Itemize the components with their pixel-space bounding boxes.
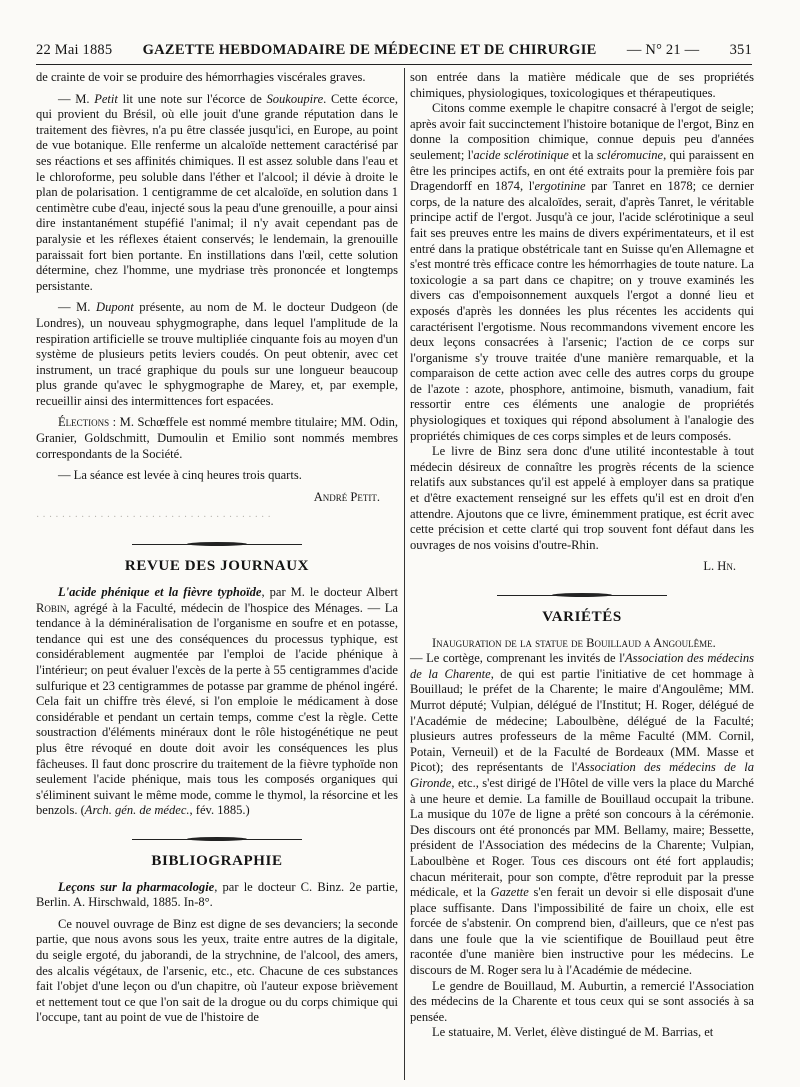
right-column xyxy=(410,70,754,1041)
text-segment: , par le docteur C. Binz. 2e partie, Berlin. A. Hirschwald, 1885. In-8°. xyxy=(36,879,398,910)
left-paragraph-continued: de crainte de voir se produire des hémorrhagies viscérales graves. xyxy=(36,70,366,84)
text-segment: par Tanret en 1878; ce dernier corps, de la nature des alcaloïdes, serait, d'après Tanret, le véritable principe actif de l'ergot. Jusqu'à ce jour, l'acide sclérotinique a seul fait ses preuves entre les mains de divers expérimentateurs, et il est entré dans la pratique obstétricale tant en Suisse qu'en Allemagne et s'est montré très efficace contre les hémorrhagies de toute nature. La toxicologie a sa part dans ce chapitre; on y trouve examinés les divers cas d'empoisonnement auxquels l'ergot a donné lieu et exposés d'après les données les plus récentes les accidents qui caractérisent l'ergotisme. Nous recommandons vivement encore les deux leçons consacrées à l'arsenic; l'action de ce corps sur l'organisme s'y trouve traitée d'une manière remarquable, et la comparaison de cette action avec celle des autres corps du groupe de l'azote : azote, phosphore, antimoine, bismuth, vanadium, fait ressortir entre ces éléments une analogie de propriétés physiologiques et toxiques qui répond absolument à l'analogie des propriétés chimiques de ces corps simples et de leurs composés. xyxy=(410,179,754,443)
signature-l-hn: L. Hn. xyxy=(703,559,736,574)
header-journal-title: GAZETTE HEBDOMADAIRE DE MÉDECINE ET DE CHIRURGIE xyxy=(142,41,597,58)
term-acide-sclerotinique: acide sclérotinique xyxy=(473,147,569,162)
text-segment: , etc., s'est dirigé de l'Hôtel de ville vers la place du Marché à une heure et demie. La famille de Bouillaud occupait la tribune. La musique du 107e de ligne a prêté son concours à la cérémonie. Des discours ont été prononcés par MM. Bellamy, maire; Bessette, président de l'Association des médecins de la Charente; Vulpian, Laboulbène et Roger. Tous ces discours ont été fort applaudis; chacun mériterait, pour son compte, d'être reproduit par la presse médicale, et la xyxy=(410,775,754,900)
page-header xyxy=(36,38,752,62)
section-ornament-rule xyxy=(132,837,302,842)
bouillaud-paragraph xyxy=(410,651,754,978)
text-segment: : M. Schœffele est nommé membre titulaire; MM. Odin, Granier, Goldschmitt, Dumoulin et Emilio sont nommés membres correspondants de la Société. xyxy=(36,415,398,461)
association-gironde: Association des médecins de la Gironde xyxy=(410,760,754,790)
text-segment: — Le cortège, comprenant les invités de l' xyxy=(410,651,625,666)
left-column xyxy=(36,70,398,1026)
elections-paragraph xyxy=(36,415,398,462)
verlet-paragraph: Le statuaire, M. Verlet, élève distingué de M. Barrias, et xyxy=(432,1025,714,1040)
header-date: 22 Mai 1885 xyxy=(36,41,113,58)
text-segment: , de qui est partie l'initiative de cet hommage à Bouillaud; le préfet de la Charente; le maire d'Angoulême; MM. Murrot député; Vulpian, délégué de l'Institut; H. Roger, délégué de l'Académie de médecine; Laboulbène, délégué de la Faculté; plusieurs autres professeurs de la même Faculté (MM. Cornil, Potain, Verneuil) et de la Faculté de Bordeaux (MM. Masse et Picot); des représentants de l' xyxy=(410,666,754,775)
text-segment: . Cette écorce, qui provient du Brésil, où elle jouit d'une grande réputation dans le traitement des fièvres, n'a pu être classée jusqu'ici, en Europe, au point de vue botanique. Elle renferme un alcaloïde nettement caractérisé par ses réactions et ses affinités chimiques. Il est assez soluble dans l'eau et le chloroforme, peu soluble dans l'éther et l'alcool; il dévie à droite le plan de polarisation. 1 centigramme de cet alcaloïde, en solution dans 1 centimètre cube d'eau, injecté sous la peau d'une grenouille, a pour ainsi dire instantanément stupéfié l'animal; il n'y avait cependant pas de paralysie et les réflexes étaient conservés; le lendemain, la grenouille paraissait fort bien portante. En instillations dans l'œil, cette solution détermine, chez l'homme, une mydriase très prononcée et longtemps persistante. xyxy=(36,91,398,293)
biblio-body: Ce nouvel ouvrage de Binz est digne de ses devanciers; la seconde partie, que nous avons sous les yeux, traite entre autres de la digitale, du seigle ergoté, du jaborandi, de la strychnine, de l'alcool, des amers, des alcalis végétaux, de l'arsenic, etc., etc. Chacune de ces substances fait l'objet d'une leçon ou d'un chapitre, où l'auteur expose brièvement et nettement tout ce que l'on sait de la drogue ou du corps chimique qui l'occupe, tant au point de vue de l'histoire de xyxy=(36,916,398,1025)
ergot-paragraph xyxy=(410,101,754,444)
revue-article-title: L'acide phénique et la fièvre typhoïde xyxy=(58,585,262,600)
gazette-name: Gazette xyxy=(490,885,529,900)
auburtin-paragraph: Le gendre de Bouillaud, M. Auburtin, a remercié l'Association des médecins de la Charente et tous ceux qui se sont associés à sa pensée. xyxy=(410,978,754,1024)
section-ornament-rule xyxy=(132,542,302,547)
text-segment: lit une note sur l'écorce de xyxy=(117,91,267,106)
revue-article xyxy=(36,585,398,819)
text-segment: , fév. 1885.) xyxy=(189,803,250,818)
seance-closing: — La séance est levée à cinq heures trois quarts. xyxy=(58,468,302,483)
text-segment: Citons comme exemple le chapitre consacré à l'ergot de seigle; après avoir fait succinctement l'histoire botanique de l'ergot, Binz en donne la composition chimique, connue depuis peu d'années seulement; l' xyxy=(410,101,754,162)
term-soukoupire: Soukoupire xyxy=(266,91,324,106)
bleed-through-text: · · · · · · · · · · · · · · · · · · · · · · · · · · · · · · · · · · · · · xyxy=(36,512,272,524)
revue-section-title: REVUE DES JOURNAUX xyxy=(124,558,310,575)
header-page-number: 351 xyxy=(729,41,752,58)
bibliographie-section-title: BIBLIOGRAPHIE xyxy=(151,852,283,869)
text-segment: s'en ferait un devoir si elle disposait d'une place suffisante. Dans l'impossibilité de faire un choix, elle est forcée de s'abstenir. On comprend bien, d'ailleurs, que ce n'est pas dans une foule que la vie scientifique de Bouillaud peut être racontée d'une manière bien instructive pour les médecins. Le discours de M. Roger sera lu à l'Académie de médecine. xyxy=(410,885,754,978)
column-divider xyxy=(404,68,405,1080)
association-charente: Association des médecins de la Charente xyxy=(410,651,755,681)
dash-prefix: — M. xyxy=(58,300,97,315)
text-segment: , agrégé à la Faculté, médecin de l'hospice des Ménages. — La tendance à la déminéralisation de l'organisme en soufre et en potasse, tendance qui est une des conséquences du processus typhique, est considérablement augmentée par l'emploi de l'acide phénique à l'intérieur; on peut évaluer l'excès de la perte à 55 centigrammes d'acide sulfurique et 23 centigrammes de potasse par gramme de phénol ingéré. Cela fait un chiffre très élevé, si l'on emploie le médicament à dose considérable et pendant un certain temps, comme c'est la règle. Cette soustraction d'éléments minéraux dont le rôle histogénétique ne peut plus être révoqué en doute doit avoir les conséquences les plus fâcheuses. Il faut donc proscrire du traitement de la fièvre typhoïde non seulement l'acide phénique, mais tous les composés organiques qui s'éliminent suivant le même mode, comme le thymol, la résorcine et les benzols. ( xyxy=(36,600,398,818)
dupont-paragraph xyxy=(36,300,398,409)
dash-prefix: — M. xyxy=(58,91,95,106)
petit-note-paragraph xyxy=(36,92,398,295)
author-name-dupont: Dupont xyxy=(96,300,134,315)
elections-label: Élections xyxy=(58,415,110,430)
right-paragraph-continued: son entrée dans la matière médicale que de ses propriétés chimiques, physiologiques, toxicologiques et thérapeutiques. xyxy=(410,70,754,100)
term-scleromucine: scléromucine xyxy=(596,147,664,162)
header-issue: — N° 21 — xyxy=(626,41,700,58)
text-segment: et la xyxy=(568,147,597,162)
term-ergotinine: ergotinine xyxy=(534,179,586,194)
section-ornament-rule xyxy=(497,593,667,598)
text-segment: présente, au nom de M. le docteur Dudgeon (de Londres), un nouveau sphygmographe, dans lequel l'amplitude de la respiration artificielle se trouve multipliée cinquante fois au moyen d'un système de plusieurs petits leviers coudés. On peut obtenir, avec cet instrument, un tracé graphique du pouls sur une longueur beaucoup plus grande qu'avec le sphygmographe de Marey, et, par exemple, recueillir ainsi des intermittences fort espacées. xyxy=(36,300,398,408)
author-name-petit: Petit xyxy=(94,91,118,106)
text-segment: , qui paraissent en être les principes actifs, en ont été extraits pour la première fois par Dragendorff en 1874, l' xyxy=(410,147,754,194)
biblio-reference xyxy=(36,880,398,911)
binz-conclusion-paragraph: Le livre de Binz sera donc d'une utilité incontestable à tout médecin désireux de connaître les progrès récents de la science relatifs aux substances qu'il est appelé à employer dans sa pratique et d'être exactement renseigné sur les effets qu'il est en droit d'en attendre. Ajoutons que ce livre, éminemment pratique, est écrit avec cette précision et cette clarté qui trop souvent font défaut dans les ouvrages de nos voisins d'outre-Rhin. xyxy=(410,444,754,552)
citation-source: Arch. gén. de médec. xyxy=(84,803,190,818)
varietes-section-title: VARIÉTÉS xyxy=(542,609,622,625)
header-rule xyxy=(36,64,752,65)
biblio-book-title: Leçons sur la pharmacologie xyxy=(58,879,215,894)
text-segment: , par M. le docteur Albert xyxy=(261,585,398,600)
signature-andre-petit: André Petit. xyxy=(313,489,380,504)
author-robin: Robin xyxy=(36,600,67,615)
varietes-subheading: Inauguration de la statue de Bouillaud a Angoulême. xyxy=(432,635,716,650)
